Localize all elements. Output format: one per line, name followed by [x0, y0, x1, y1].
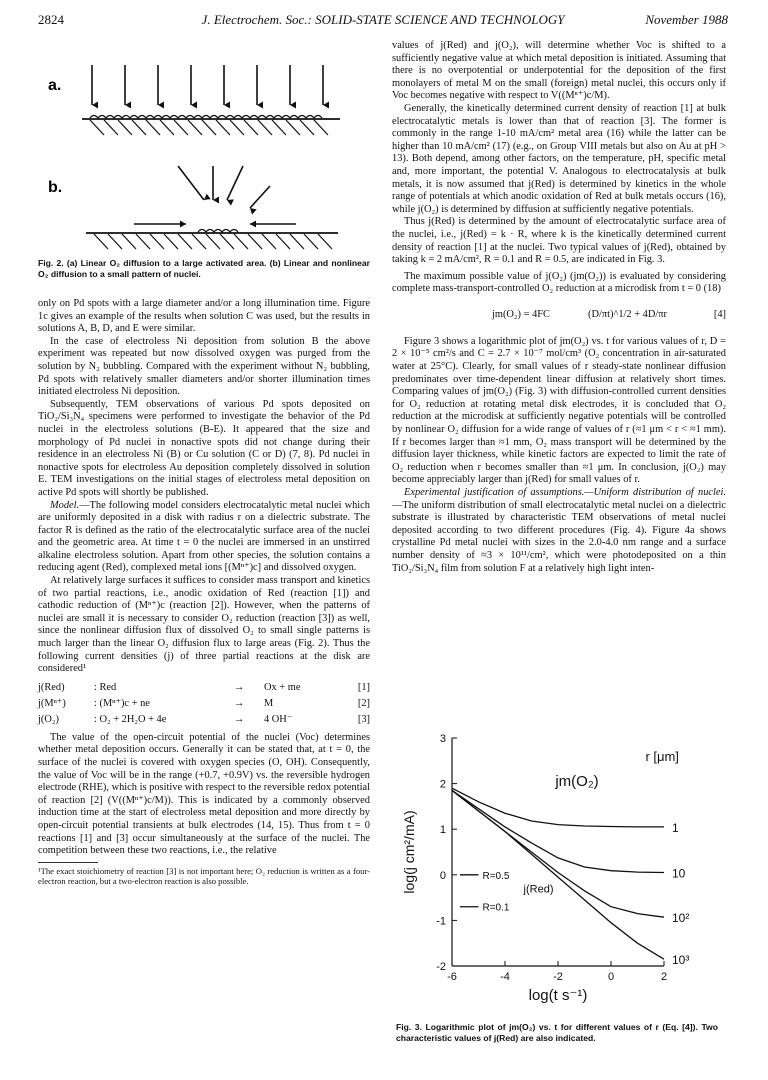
- reaction-lhs: : Red: [94, 681, 117, 693]
- y-tick-label: -1: [436, 915, 446, 928]
- left-paragraph: only on Pd spots with a large diameter and/or a long illumination time. Figure 1c gives an example of the results when solution C was used, but the results in solutions A, B, D, and E were similar.: [38, 298, 370, 335]
- left-paragraph: In the case of electroless Ni deposition from solution B the above experiment was repeated but now dissolved oxygen was purged from the solution by N₂ bubbling. Compared with the experiment without N₂ bubbling, Pd spots with relatively smaller diameters and/or shorter illumination times initiated electroless Ni deposition.: [38, 335, 370, 398]
- model-heading: Model.: [50, 499, 80, 511]
- series-label: 10²: [672, 911, 690, 926]
- reaction-rhs: Ox + me: [264, 681, 301, 693]
- x-tick-label: 0: [607, 971, 615, 983]
- reaction-arrow: →: [234, 681, 245, 693]
- reaction-list: [38, 680, 370, 728]
- reaction-current: j(Mⁿ⁺): [38, 697, 66, 709]
- footnote: ¹The exact stoichiometry of reaction [3] is not important here; O₂ reduction is written as a four-electron reaction, but a two-electron reaction is also possible.: [38, 865, 370, 886]
- substrate-b: [86, 230, 338, 250]
- series-line: [452, 790, 664, 917]
- x-axis-label: log(t s⁻¹): [528, 987, 588, 1004]
- left-paragraph: Subsequently, TEM observations of various Pd spots deposited on TiO₂/Si₃N₄ specimens were performed to investigate the behavior of the Pd nuclei in the electroless solutions (B-E). It appeared that the size and morphology of Pd nuclei in nonactive spots did not change during their residence in an electroless Ni (B) or Cu solution (C or D) (7, 8). Pd nuclei in nonactive spots for electroless Au deposition completely dissolved in solution E. TEM investigations on the initial stages of electroless metal deposition on active Pd spots will shortly be published.: [38, 398, 370, 498]
- left-column: [38, 258, 370, 886]
- right-column: [392, 40, 726, 575]
- figure-2-diagram: [38, 60, 370, 252]
- reaction-rhs: M: [264, 697, 274, 709]
- reaction-current: j(O₂): [38, 713, 59, 725]
- right-paragraph: values of j(Red) and j(O₂), will determine whether Voc is shifted to a sufficiently negative value at which metal deposition is initiated. Assuming that there is no overpotential or underpotential for the deposition of the first monolayers of metal M on the small (foreign) metal nuclei, this occurs only if Voc becomes negative with respect to V((Mⁿ⁺)c/M).: [392, 40, 726, 102]
- issue-date: November 1988: [645, 12, 728, 27]
- reaction-current: j(Red): [38, 681, 65, 693]
- page-header: [38, 12, 728, 30]
- left-paragraph: At relatively large surfaces it suffices to consider mass transport and kinetics of two partial reactions, i.e., anodic oxidation of Red (reaction [1]) and cathodic reduction of (Mⁿ⁺)c (reaction [2]). However, when the patterns of nuclei are small it is necessary to consider O₂ reduction (reaction [3]) as well, since the nonlinear diffusion flux of dissolved O₂ to small single patterns is much larger than the linear O₂ diffusion flux to large areas (Fig. 2). Thus the following current densities (j) of three partial reactions at the disk are considered¹: [38, 575, 370, 675]
- right-paragraph: [392, 487, 726, 575]
- y-tick-label: 3: [439, 733, 446, 745]
- y-tick-label: 0: [439, 869, 446, 882]
- reaction-number: [1]: [357, 681, 370, 693]
- reference-label: j(Red): [523, 883, 554, 896]
- reaction-lhs: : (Mⁿ⁺)c + ne: [94, 697, 150, 709]
- figure-2-caption: Fig. 2. (a) Linear O₂ diffusion to a large activated area. (b) Linear and nonlinear O₂ diffusion to a small pattern of nuclei.: [38, 258, 370, 279]
- series-label: 10: [672, 866, 686, 881]
- y-axis-label: log(j cm²/mA): [401, 810, 417, 894]
- reaction-number: [3]: [357, 713, 370, 725]
- right-paragraph: Figure 3 shows a logarithmic plot of jm(O₂) vs. t for various values of r, D = 2 × 10⁻⁵ cm²/s and C = 2.7 × 10⁻⁷ mol/cm³ (O₂ concentration in air-saturated water at 25°C). Clearly, for small values of r steady-state nonlinear diffusion predominates over time-dependent linear diffusion at relatively short times. Comparing values of jm(O₂) (Fig. 3) with diffusion-controlled current densities for O₂ reduction at rotating metal disk electrodes, it is concluded that O₂ reduction at the microdisk at sufficiently negative potentials will be controlled by nonlinear O₂ diffusion for a wide range of values of r (≈1 μm < r < ≈1 mm). If r becomes larger than ≈1 mm, O₂ mass transport will be determined by the diffusion layer thickness, while kinetic factors are expected to limit the rate of O₂ reduction when r becomes smaller than ≈1 μm. In conclusion, j(O₂) may become appreciably larger than j(Red) for small values of r.: [392, 335, 726, 486]
- figure-3-caption: Fig. 3. Logarithmic plot of jm(O₂) vs. t for different values of r (Eq. [4]). Two characteristic values of j(Red) are also indicated.: [396, 1022, 718, 1043]
- reaction-arrow: →: [234, 713, 245, 725]
- y-tick-label: 2: [439, 778, 446, 791]
- series-label: 1: [672, 820, 679, 835]
- y-tick-label: -2: [436, 961, 446, 973]
- model-text: —The following model considers electrocatalytic metal nuclei which are uniformly deposited in a disk with radius r on a dielectric substrate. The factor R is defined as the ratio of the electrocatalytic surface area of the nuclei and the geometric area. At time t = 0 the nuclei are immersed in an unstirred alkaline electroless solution. Apart from other species, the solution contains a reducing agent (Red), complexed metal ions [(Mⁿ⁺)c] and dissolved oxygen.: [38, 499, 370, 574]
- left-paragraph: [38, 500, 370, 576]
- right-paragraph: Generally, the kinetically determined current density of reaction [1] at bulk electrocatalytic metals is lower than that of reaction [3]. The former is commonly in the range 1-10 mA/cm² metal area (16) while the latter can be higher than 10 mA/cm² (17) (e.g., on Group VIII metals but also on Au at pH > 13). Both depend, among other factors, on the temperature, pH, specific metal and, more important, the potential V. Analogous to electrocatalysis at bulk metals, it is now assumed that j(Red) is determined by kinetics in the whole range of potentials at which anodic oxidation of Red at bulk metals occurs (16), while j(O₂) is determined by diffusion at sufficiently negative potentials.: [392, 102, 726, 215]
- reaction-lhs: : O₂ + 2H₂O + 4e: [94, 713, 167, 725]
- series-label: 10³: [672, 953, 690, 968]
- right-paragraph: The maximum possible value of j(O₂) (jm(O₂)) is evaluated by considering complete mass-transport-controlled O₂ reduction at a microdisk from t = 0 (18): [392, 270, 726, 295]
- y-tick-label: 1: [439, 824, 446, 837]
- series-line: [452, 790, 664, 872]
- experimental-heading: Experimental justification of assumptions.—Uniform distribution of nuclei.: [404, 487, 726, 498]
- journal-title: J. Electrochem. Soc.: SOLID-STATE SCIENCE AND TECHNOLOGY: [201, 12, 565, 27]
- chart-axes: [436, 733, 667, 983]
- legend-title: r [μm]: [645, 748, 679, 764]
- fig2-label-b: b.: [48, 179, 63, 196]
- x-tick-label: -6: [447, 971, 457, 983]
- reaction-rhs: 4 OH⁻: [264, 713, 293, 725]
- experimental-text: —The uniform distribution of small electrocatalytic metal nuclei on a dielectric substrate is illustrated by characteristic TEM observations of metal nuclei deposited according to two different procedures (Fig. 4). Figure 4a shows crystalline Pd metal nuclei with sizes in the 2.0-4.0 nm range and a surface number density of ≈3 × 10¹¹/cm², which were photodeposited on a thin TiO₂/Si₃N₄ film from solution F at a relatively high light inten-: [392, 499, 726, 574]
- diffusion-arrows-b: [134, 166, 296, 224]
- substrate-a: [82, 116, 340, 136]
- right-paragraph: Thus j(Red) is determined by the amount of electrocatalytic surface area of the nuclei, i.e., j(Red) = k · R, where k is the kinetically determined current density of reaction [1] at the nuclei. Two typical values of j(Red), obtained by taking k = 2 mA/cm², R = 0.1 and R = 0.5, are indicated in Fig. 3.: [392, 216, 726, 266]
- page-number: 2824: [38, 12, 64, 27]
- reaction-arrow: →: [234, 697, 245, 709]
- x-tick-label: -4: [500, 971, 510, 983]
- x-tick-label: 2: [660, 971, 668, 983]
- curve-label: jm(O₂): [555, 772, 599, 790]
- diffusion-arrows-a: [92, 65, 323, 105]
- reaction-number: [2]: [357, 697, 370, 709]
- figure-3-chart: [392, 730, 726, 1020]
- x-tick-label: -2: [553, 971, 563, 983]
- reference-line-label: R=0.1: [482, 902, 510, 914]
- equation-4: [392, 296, 726, 336]
- fig2-label-a: a.: [48, 77, 62, 94]
- reference-line-label: R=0.5: [482, 870, 510, 882]
- footnote-rule: [38, 862, 98, 863]
- equation-lhs: jm(O₂) = 4FC: [492, 308, 550, 320]
- series-line: [452, 788, 664, 827]
- equation-number: [4]: [713, 308, 726, 320]
- equation-rhs: (D/πt)^1/2 + 4D/πr: [588, 308, 667, 320]
- left-paragraph: The value of the open-circuit potential of the nuclei (Voc) determines whether metal deposition occurs. Generally it can be stated that, at t = 0, the surface of the nuclei is covered with oxygen species (O, OH). Consequently, the value of Voc will be in the range (+0.7, +0.9V) vs. the reversible hydrogen electrode (RHE), which is positive with respect to the reversible redox potential of reaction [2] (V((Mⁿ⁺)c/M)). This is indicated by a commonly observed induction time at the start of electroless metal deposition and more directly by open-circuit potential transients at bulk electrodes (14, 15). Thus from t = 0 reactions [1] and [3] occur simultaneously at the surface of the nuclei. The competition between these two reactions, i.e., the relative: [38, 731, 370, 857]
